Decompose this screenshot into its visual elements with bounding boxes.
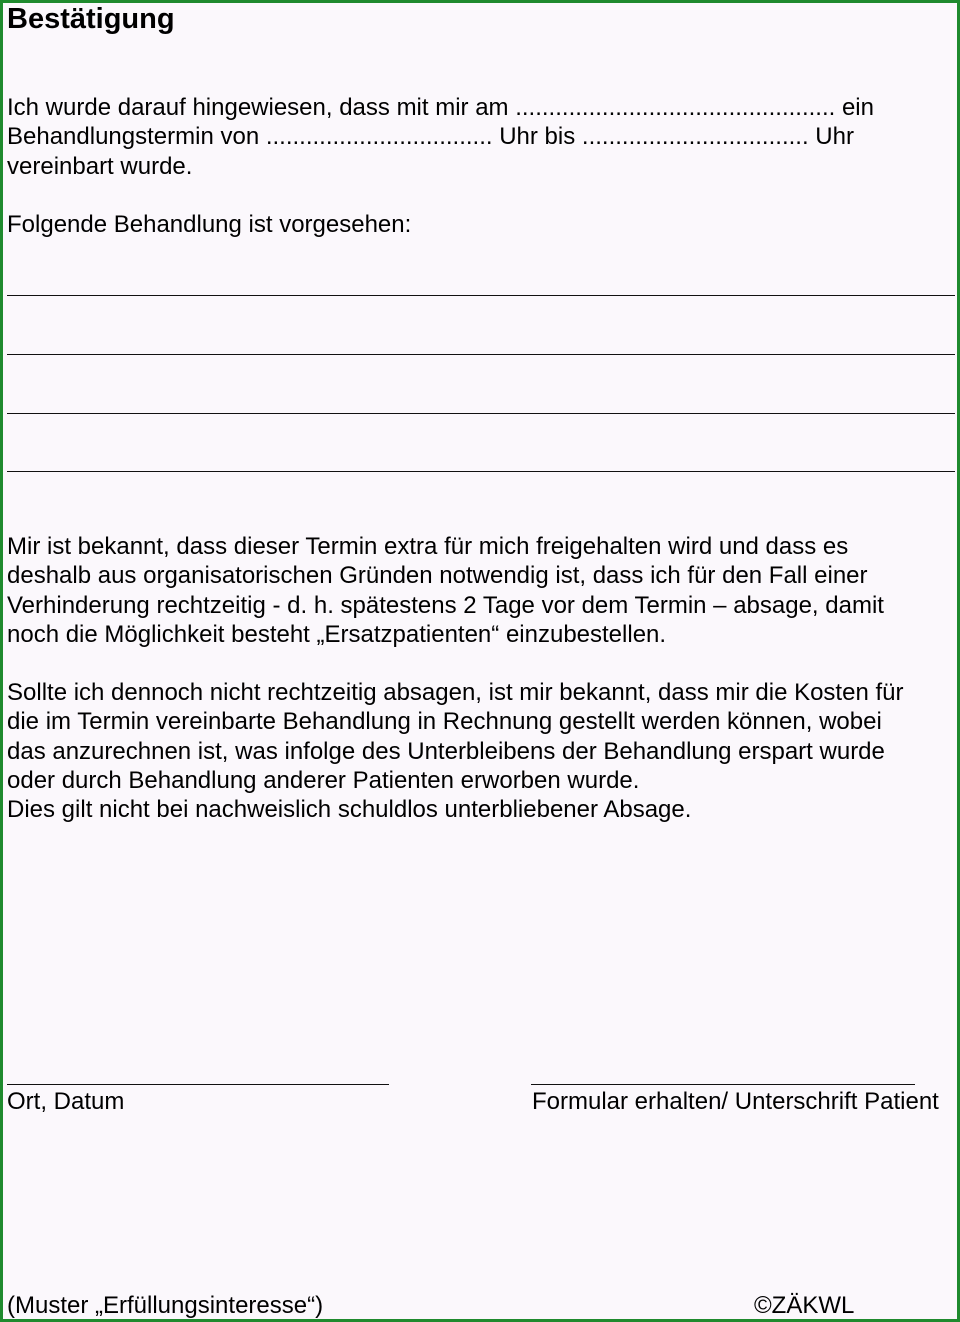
footer-template-note: (Muster „Erfüllungsinteresse“) [7, 1292, 324, 1319]
cost-paragraph [7, 678, 957, 824]
treatment-blank-line[interactable] [7, 354, 955, 355]
cost-line: Dies gilt nicht bei nachweislich schuldlos unterbliebener Absage. [7, 796, 692, 824]
treatment-label: Folgende Behandlung ist vorgesehen: [7, 211, 412, 238]
patient-signature-label: Formular erhalten/ Unterschrift Patient [532, 1088, 939, 1115]
cost-line: das anzurechnen ist, was infolge des Unterbleibens der Behandlung erspart wurde [7, 737, 885, 765]
appointment-line: Behandlungstermin von .................................. Uhr bis .................................. Uhr [7, 123, 854, 151]
treatment-blank-line[interactable] [7, 471, 955, 472]
cost-line: oder durch Behandlung anderer Patienten erworben wurde. [7, 766, 640, 794]
appointment-line: Ich wurde darauf hingewiesen, dass mit mir am ................................................ ein [7, 94, 874, 121]
place-date-signature-line[interactable] [7, 1084, 389, 1085]
footer-copyright: ©ZÄKWL [754, 1292, 855, 1319]
notice-paragraph [7, 532, 957, 649]
notice-line: noch die Möglichkeit besteht „Ersatzpatienten“ einzubestellen. [7, 620, 667, 648]
notice-line: deshalb aus organisatorischen Gründen notwendig ist, dass ich für den Fall einer [7, 562, 868, 590]
treatment-blank-line[interactable] [7, 295, 955, 296]
patient-signature-line[interactable] [531, 1084, 915, 1085]
notice-line: Mir ist bekannt, dass dieser Termin extra für mich freigehalten wird und dass es [7, 533, 849, 560]
appointment-line: vereinbart wurde. [7, 152, 193, 180]
treatment-blank-line[interactable] [7, 413, 955, 414]
cost-line: die im Termin vereinbarte Behandlung in Rechnung gestellt werden können, wobei [7, 708, 882, 736]
place-date-label: Ort, Datum [7, 1088, 125, 1115]
appointment-paragraph [7, 93, 957, 181]
notice-line: Verhinderung rechtzeitig - d. h. spätestens 2 Tage vor dem Termin – absage, damit [7, 591, 884, 619]
document-title: Bestätigung [7, 3, 175, 35]
cost-line: Sollte ich dennoch nicht rechtzeitig absagen, ist mir bekannt, dass mir die Kosten für [7, 679, 904, 706]
